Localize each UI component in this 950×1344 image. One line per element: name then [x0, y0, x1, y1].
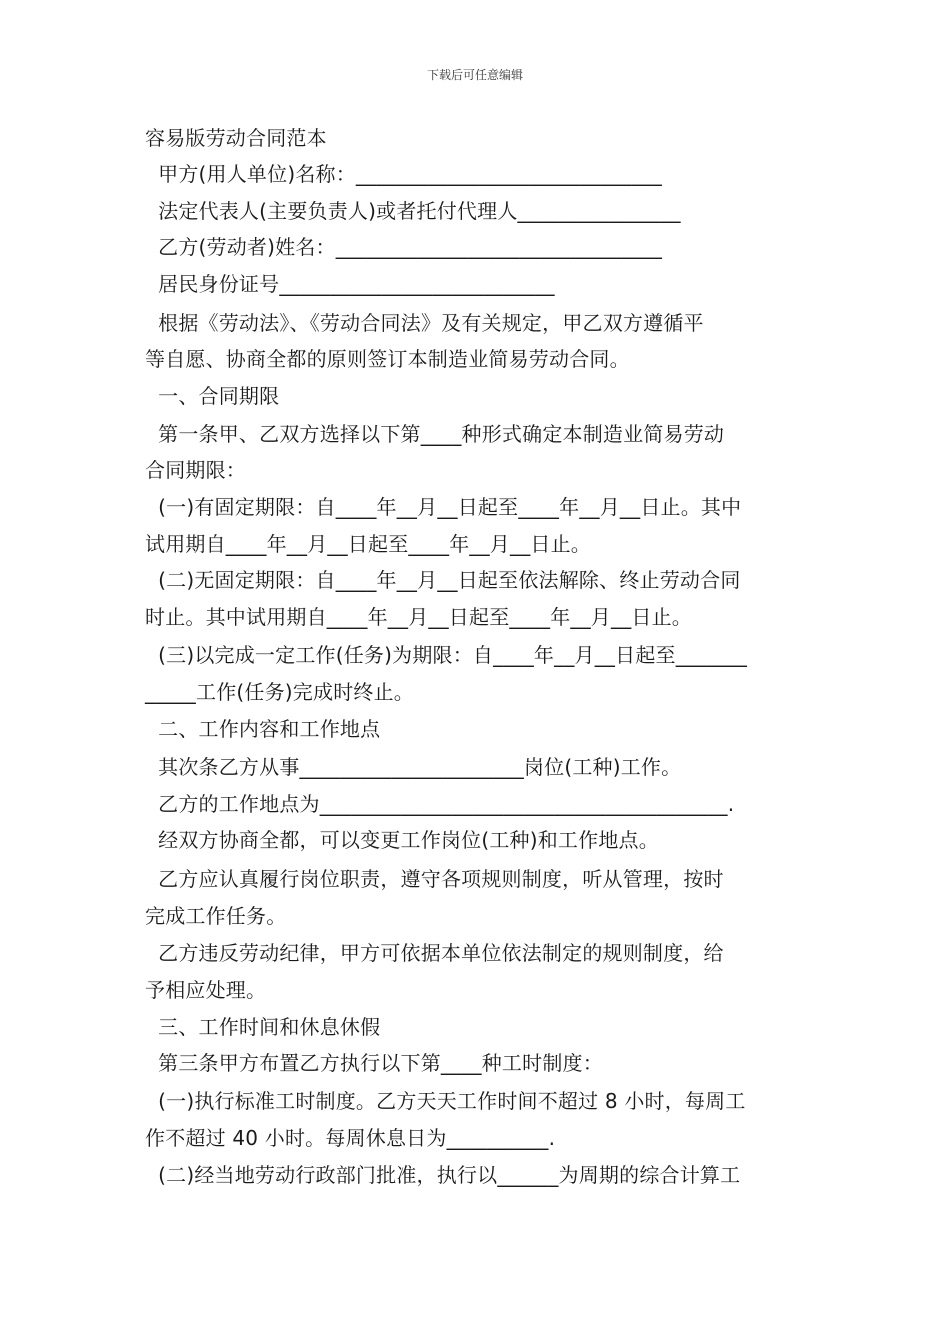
paragraph-line: 时止。其中试用期自____年__月__日起至____年__月__日止。 [145, 605, 692, 629]
paragraph-line: 作不超过 40 小时。每周休息日为__________. [145, 1126, 556, 1150]
id-number-line: 居民身份证号___________________________ [145, 272, 555, 296]
page-header: 下载后可任意编辑 [426, 68, 523, 82]
paragraph-line: _____工作(任务)完成时终止。 [145, 680, 415, 704]
party-a-name-line: 甲方(用人单位)名称：______________________________ [145, 162, 662, 186]
paragraph-line: 乙方应认真履行岗位职责，遵守各项规则制度，听从管理，按时 [145, 867, 724, 891]
paragraph-line: 乙方违反劳动纪律，甲方可依据本单位依法制定的规则制度，给 [145, 941, 724, 965]
paragraph-line: 根据《劳动法》、《劳动合同法》及有关规定，甲乙双方遵循平 [145, 311, 704, 335]
paragraph-line: (一)执行标准工时制度。乙方天天工作时间不超过 8 小时，每周工 [145, 1089, 746, 1113]
section-heading: 三、工作时间和休息休假 [145, 1015, 381, 1039]
paragraph-line: 第三条甲方布置乙方执行以下第____种工时制度： [145, 1051, 603, 1075]
paragraph-line: 试用期自____年__月__日起至____年__月__日止。 [145, 532, 591, 556]
paragraph-line: 第一条甲、乙双方选择以下第____种形式确定本制造业简易劳动 [145, 422, 725, 446]
paragraph-line: 其次条乙方从事______________________岗位(工种)工作。 [145, 755, 682, 779]
paragraph-line: 合同期限： [145, 458, 246, 482]
paragraph-line: (二)无固定期限：自____年__月__日起至依法解除、终止劳动合同 [145, 568, 741, 592]
paragraph-line: (二)经当地劳动行政部门批准，执行以______为周期的综合计算工 [145, 1163, 741, 1187]
legal-rep-line: 法定代表人(主要负责人)或者托付代理人________________ [145, 199, 681, 223]
paragraph-line: 经双方协商全都，可以变更工作岗位(工种)和工作地点。 [145, 828, 659, 852]
party-b-name-line: 乙方(劳动者)姓名：________________________________ [145, 235, 663, 259]
paragraph-line: 予相应处理。 [145, 978, 267, 1002]
section-heading: 一、合同期限 [145, 384, 280, 408]
paragraph-line: 完成工作任务。 [145, 904, 287, 928]
section-heading: 二、工作内容和工作地点 [145, 717, 381, 741]
paragraph-line: 等自愿、协商全都的原则签订本制造业简易劳动合同。 [145, 347, 630, 371]
paragraph-line: (一)有固定期限：自____年__月__日起至____年__月__日止。其中 [145, 495, 742, 519]
document-title: 容易版劳动合同范本 [145, 126, 327, 150]
paragraph-line: 乙方的工作地点为________________________________________. [145, 792, 735, 816]
paragraph-line: (三)以完成一定工作(任务)为期限：自____年__月__日起至_______ [145, 643, 748, 667]
